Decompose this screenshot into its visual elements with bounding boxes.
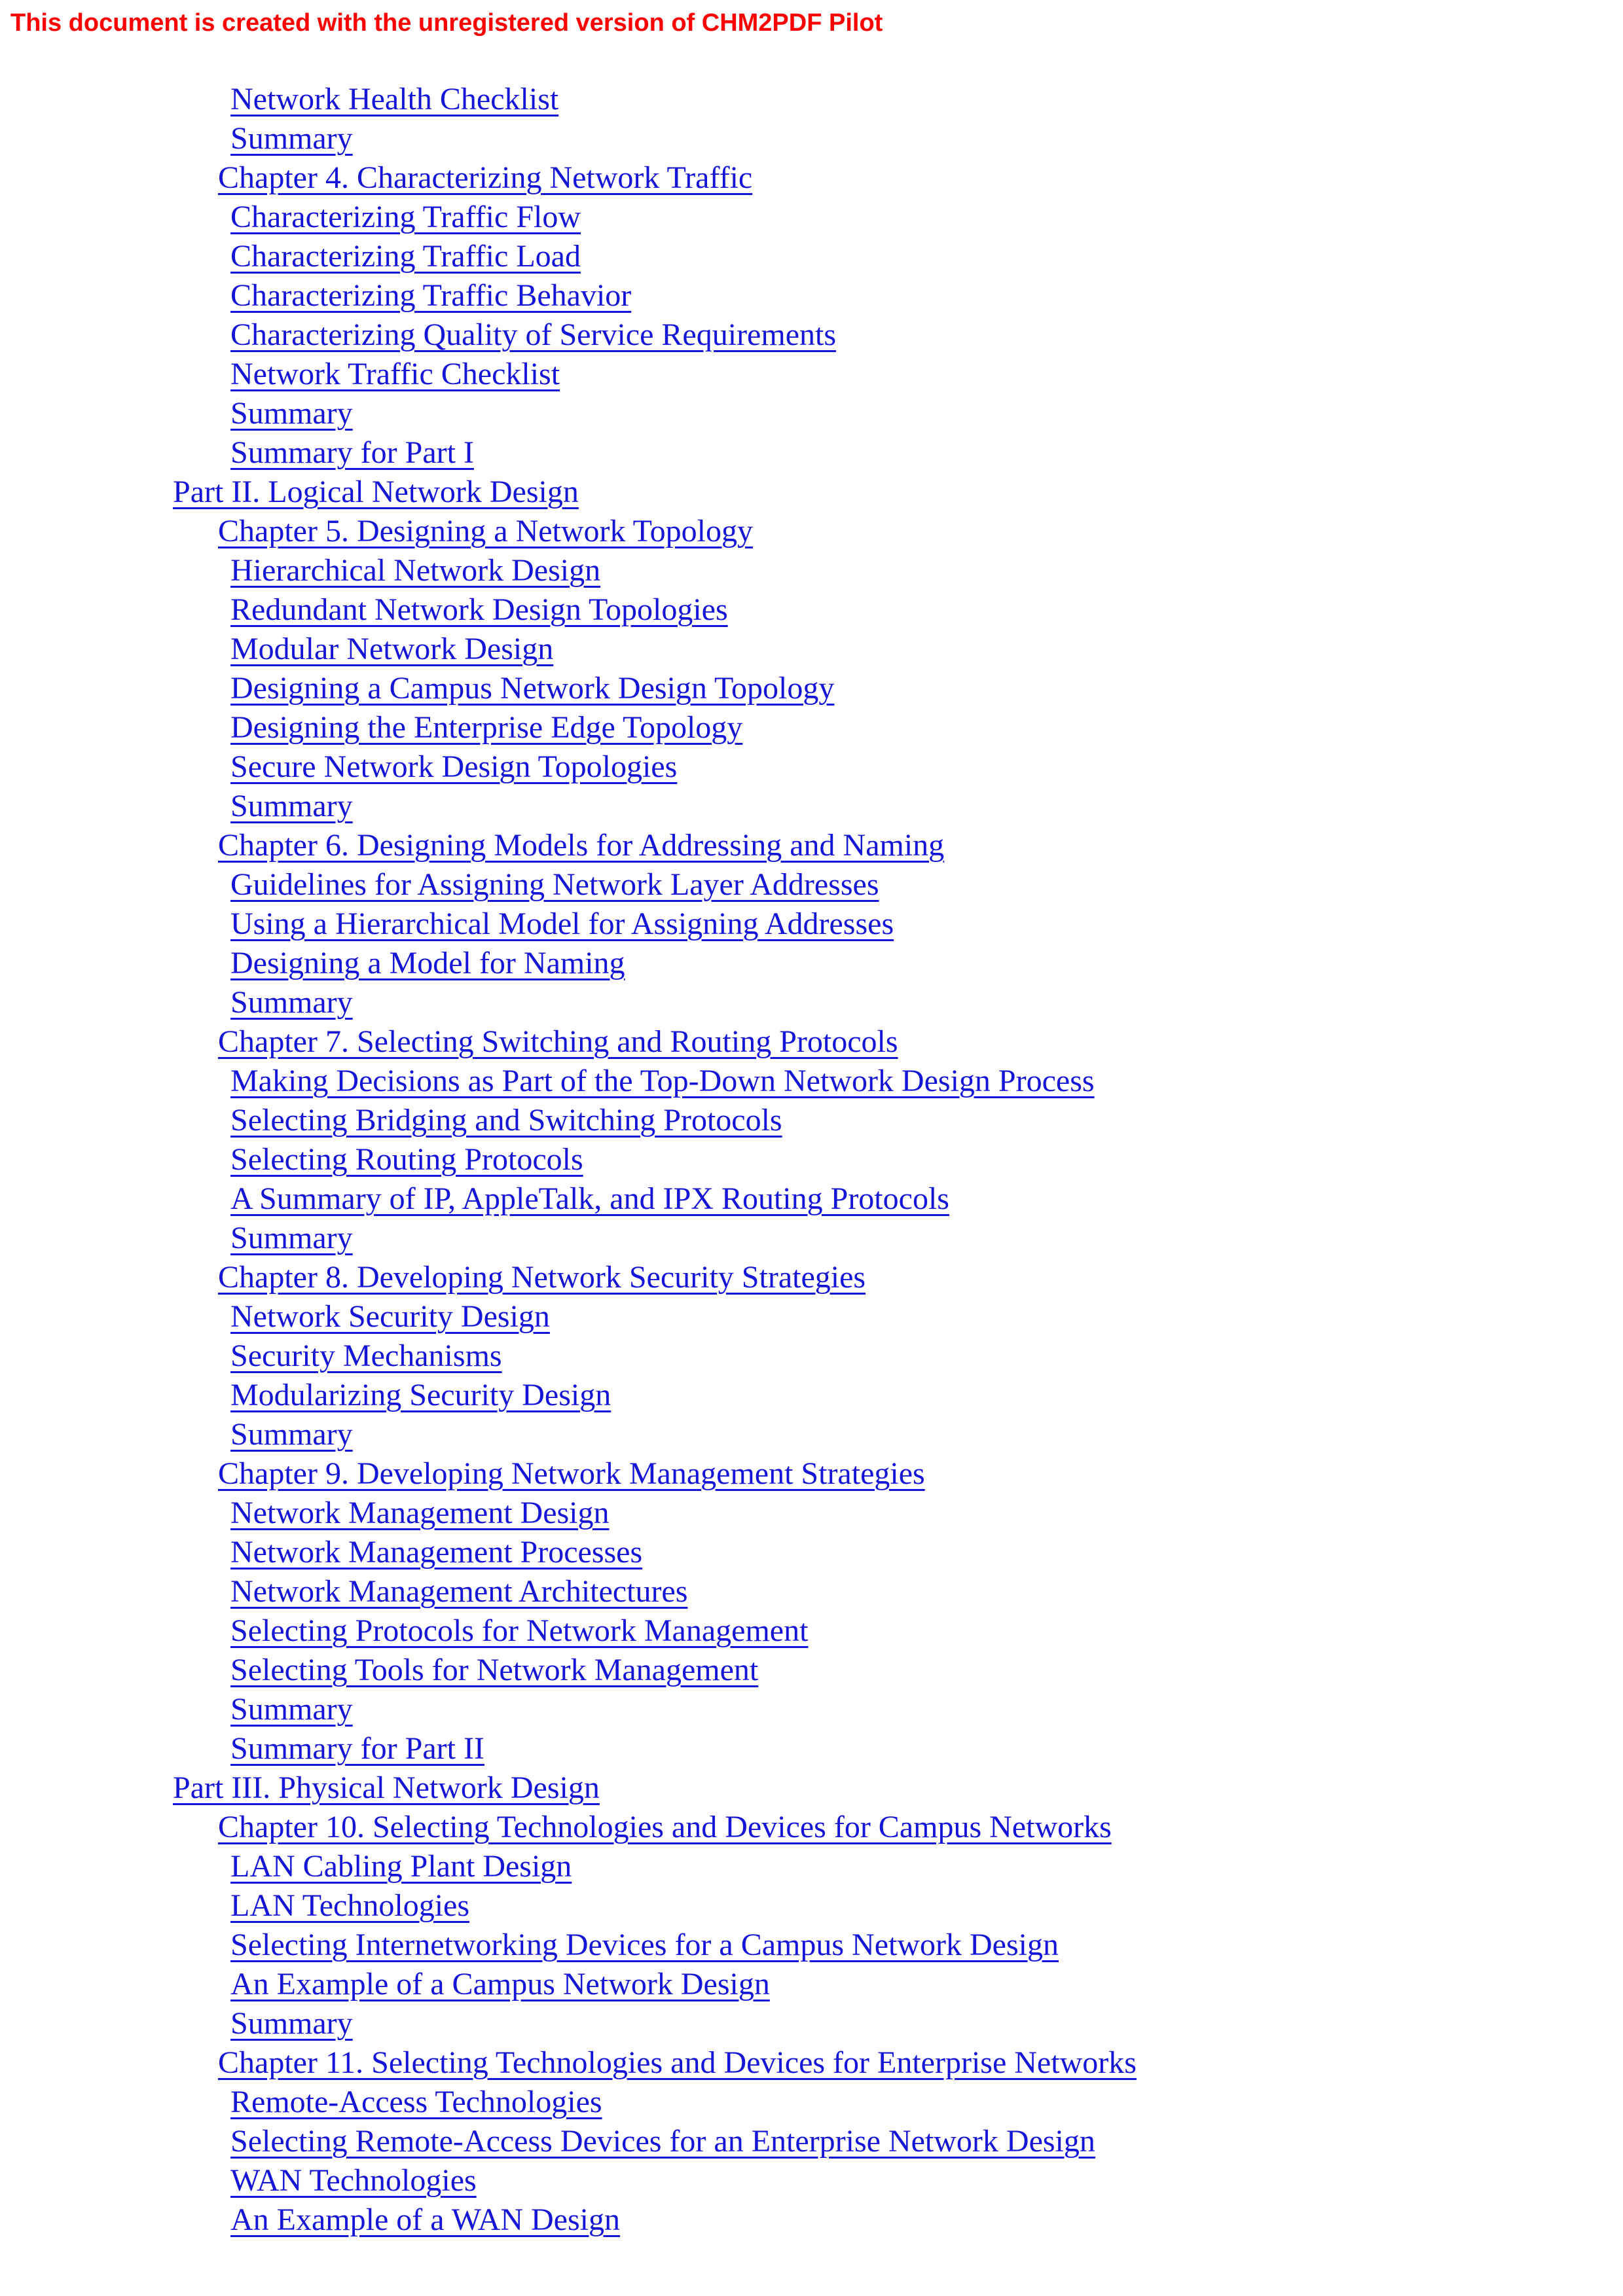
toc-section-link[interactable]: Selecting Internetworking Devices for a Campus Network Design xyxy=(230,1928,1059,1962)
toc-section-link[interactable]: Selecting Routing Protocols xyxy=(230,1142,583,1177)
toc-section-entry xyxy=(0,787,1623,826)
toc-section-link[interactable]: Guidelines for Assigning Network Layer Addresses xyxy=(230,867,879,902)
toc-section-link[interactable]: Network Management Architectures xyxy=(230,1574,688,1609)
toc-chapter-entry xyxy=(0,158,1623,198)
toc-section-link[interactable]: Modularizing Security Design xyxy=(230,1378,611,1412)
toc-section-link[interactable]: Summary for Part I xyxy=(230,435,474,470)
toc-section-entry xyxy=(0,2122,1623,2161)
toc-section-link[interactable]: Using a Hierarchical Model for Assigning Addresses xyxy=(230,906,894,941)
toc-chapter-entry xyxy=(0,2043,1623,2083)
toc-chapter-link[interactable]: Chapter 8. Developing Network Security Strategies xyxy=(218,1260,866,1295)
toc-part-entry xyxy=(0,1768,1623,1808)
toc-section-entry xyxy=(0,1415,1623,1454)
toc-section-link[interactable]: Security Mechanisms xyxy=(230,1338,502,1373)
toc-section-link[interactable]: Network Management Design xyxy=(230,1496,610,1530)
toc-section-entry xyxy=(0,669,1623,708)
toc-part-link[interactable]: Part III. Physical Network Design xyxy=(173,1770,600,1805)
toc-section-entry xyxy=(0,905,1623,944)
toc-section-link[interactable]: LAN Technologies xyxy=(230,1888,470,1923)
toc-section-entry xyxy=(0,2161,1623,2200)
toc-section-entry xyxy=(0,2004,1623,2043)
toc-section-entry xyxy=(0,198,1623,237)
toc-section-entry xyxy=(0,315,1623,355)
toc-section-entry xyxy=(0,1533,1623,1572)
toc-chapter-entry xyxy=(0,1808,1623,1847)
toc-section-entry xyxy=(0,747,1623,787)
toc-section-entry xyxy=(0,355,1623,394)
toc-section-entry xyxy=(0,433,1623,473)
toc-section-link[interactable]: Selecting Tools for Network Management xyxy=(230,1653,759,1687)
toc-section-link[interactable]: An Example of a Campus Network Design xyxy=(230,1967,770,2001)
toc-section-entry xyxy=(0,944,1623,983)
toc-section-entry xyxy=(0,80,1623,119)
toc-section-entry xyxy=(0,1376,1623,1415)
toc-section-entry xyxy=(0,237,1623,276)
toc-section-link[interactable]: LAN Cabling Plant Design xyxy=(230,1849,572,1884)
toc-section-link[interactable]: Selecting Bridging and Switching Protocols xyxy=(230,1103,782,1138)
toc-section-entry xyxy=(0,1062,1623,1101)
toc-section-link[interactable]: Selecting Remote-Access Devices for an Enterprise Network Design xyxy=(230,2124,1095,2159)
toc-section-link[interactable]: Designing a Model for Naming xyxy=(230,946,625,980)
toc-section-link[interactable]: Hierarchical Network Design xyxy=(230,553,601,588)
toc-section-link[interactable]: Summary xyxy=(230,1221,353,1255)
toc-section-link[interactable]: Summary xyxy=(230,985,353,1020)
toc-section-entry xyxy=(0,276,1623,315)
toc-section-link[interactable]: Characterizing Quality of Service Requirements xyxy=(230,317,837,352)
toc-section-link[interactable]: Network Health Checklist xyxy=(230,82,559,117)
toc-section-entry xyxy=(0,1965,1623,2004)
toc-section-entry xyxy=(0,1297,1623,1336)
toc-section-entry xyxy=(0,1336,1623,1376)
table-of-contents xyxy=(0,80,1623,2240)
toc-section-entry xyxy=(0,2200,1623,2240)
toc-section-link[interactable]: Summary xyxy=(230,1692,353,1727)
toc-section-entry xyxy=(0,1494,1623,1533)
toc-section-link[interactable]: Network Management Processes xyxy=(230,1535,643,1570)
toc-section-link[interactable]: Making Decisions as Part of the Top-Down Network Design Process xyxy=(230,1064,1095,1098)
toc-section-link[interactable]: Summary xyxy=(230,121,353,156)
toc-section-link[interactable]: Designing the Enterprise Edge Topology xyxy=(230,710,743,745)
toc-section-link[interactable]: Summary for Part II xyxy=(230,1731,484,1766)
toc-section-link[interactable]: Selecting Protocols for Network Management xyxy=(230,1613,809,1648)
toc-chapter-link[interactable]: Chapter 11. Selecting Technologies and Devices for Enterprise Networks xyxy=(218,2045,1137,2080)
toc-section-link[interactable]: Network Security Design xyxy=(230,1299,550,1334)
toc-section-entry xyxy=(0,630,1623,669)
toc-section-entry xyxy=(0,1729,1623,1768)
toc-chapter-link[interactable]: Chapter 7. Selecting Switching and Routing Protocols xyxy=(218,1024,898,1059)
toc-section-entry xyxy=(0,1572,1623,1611)
toc-section-entry xyxy=(0,865,1623,905)
toc-section-link[interactable]: Secure Network Design Topologies xyxy=(230,749,678,784)
toc-chapter-entry xyxy=(0,1022,1623,1062)
unregistered-version-banner: This document is created with the unregistered version of CHM2PDF Pilot xyxy=(10,9,883,37)
toc-chapter-link[interactable]: Chapter 6. Designing Models for Addressing and Naming xyxy=(218,828,945,863)
toc-section-link[interactable]: Remote-Access Technologies xyxy=(230,2085,602,2119)
toc-section-link[interactable]: Summary xyxy=(230,1417,353,1452)
toc-chapter-entry xyxy=(0,1454,1623,1494)
toc-chapter-link[interactable]: Chapter 5. Designing a Network Topology xyxy=(218,514,753,548)
toc-chapter-link[interactable]: Chapter 9. Developing Network Management Strategies xyxy=(218,1456,925,1491)
toc-section-link[interactable]: Summary xyxy=(230,2006,353,2041)
toc-section-entry xyxy=(0,1611,1623,1651)
toc-section-entry xyxy=(0,1651,1623,1690)
toc-section-entry xyxy=(0,1690,1623,1729)
toc-section-link[interactable]: Characterizing Traffic Flow xyxy=(230,200,581,234)
toc-section-link[interactable]: WAN Technologies xyxy=(230,2163,477,2198)
toc-part-entry xyxy=(0,473,1623,512)
toc-section-link[interactable]: Modular Network Design xyxy=(230,632,554,666)
toc-section-entry xyxy=(0,1219,1623,1258)
toc-section-link[interactable]: Summary xyxy=(230,789,353,823)
toc-section-link[interactable]: Characterizing Traffic Behavior xyxy=(230,278,632,313)
toc-section-entry xyxy=(0,983,1623,1022)
toc-section-entry xyxy=(0,2083,1623,2122)
toc-section-link[interactable]: Summary xyxy=(230,396,353,431)
toc-section-link[interactable]: Network Traffic Checklist xyxy=(230,357,560,391)
toc-section-entry xyxy=(0,1101,1623,1140)
toc-part-link[interactable]: Part II. Logical Network Design xyxy=(173,475,579,509)
toc-chapter-link[interactable]: Chapter 4. Characterizing Network Traffic xyxy=(218,160,753,195)
toc-section-link[interactable]: Designing a Campus Network Design Topology xyxy=(230,671,835,706)
toc-section-entry xyxy=(0,1886,1623,1926)
toc-section-entry xyxy=(0,708,1623,747)
toc-chapter-entry xyxy=(0,512,1623,551)
toc-section-entry xyxy=(0,394,1623,433)
toc-section-link[interactable]: A Summary of IP, AppleTalk, and IPX Routing Protocols xyxy=(230,1181,949,1216)
toc-section-entry xyxy=(0,1179,1623,1219)
toc-chapter-link[interactable]: Chapter 10. Selecting Technologies and Devices for Campus Networks xyxy=(218,1810,1112,1844)
toc-section-link[interactable]: Characterizing Traffic Load xyxy=(230,239,581,274)
toc-section-entry xyxy=(0,590,1623,630)
toc-chapter-entry xyxy=(0,826,1623,865)
toc-chapter-entry xyxy=(0,1258,1623,1297)
toc-section-entry xyxy=(0,551,1623,590)
toc-section-entry xyxy=(0,1140,1623,1179)
toc-section-entry xyxy=(0,1926,1623,1965)
toc-section-link[interactable]: An Example of a WAN Design xyxy=(230,2202,620,2237)
toc-section-link[interactable]: Redundant Network Design Topologies xyxy=(230,592,728,627)
toc-section-entry xyxy=(0,1847,1623,1886)
toc-section-entry xyxy=(0,119,1623,158)
